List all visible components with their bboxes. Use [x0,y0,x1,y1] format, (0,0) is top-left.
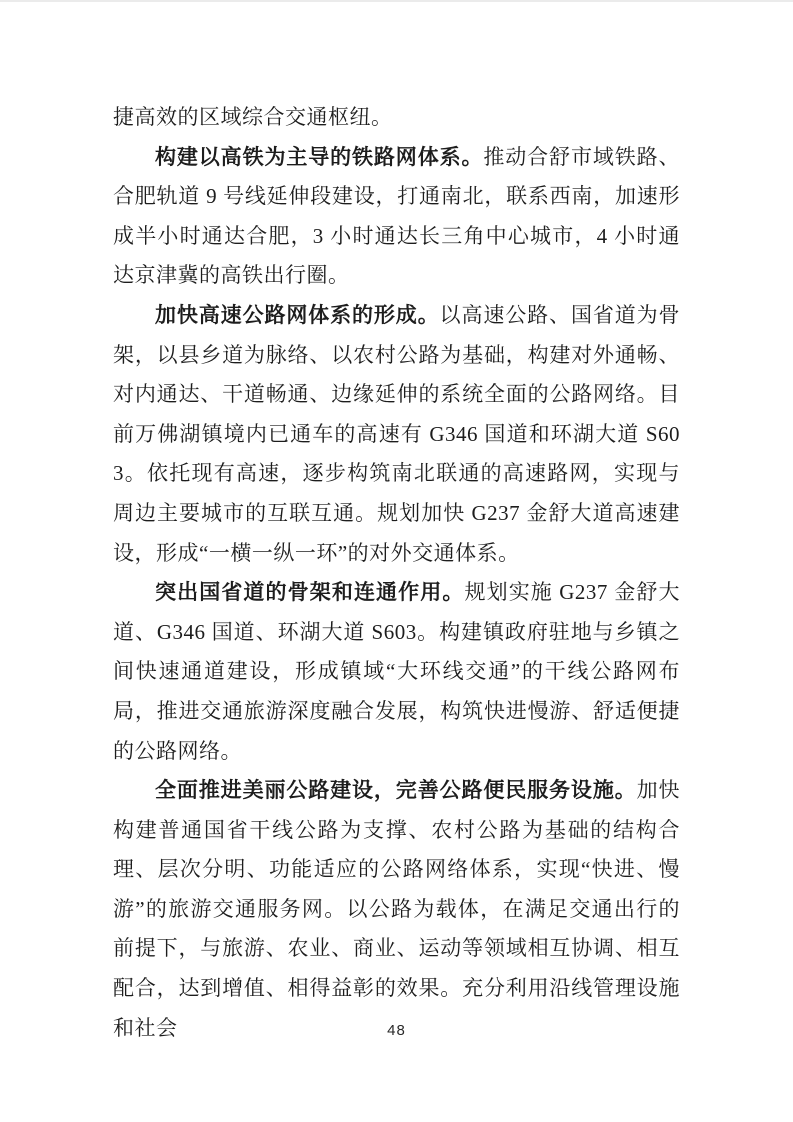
paragraph [113,98,680,138]
paragraph [113,573,680,771]
page-footer [0,1022,793,1040]
paragraph-text: 规划实施 G237 金舒大道、G346 国道、环湖大道 S603。构建镇政府驻地与乡镇之间快速通道建设，形成镇域“大环线交通”的干线公路网布局，推进交通旅游深度融合发展，构筑快进慢游、舒适便捷的公路网络。 [113,580,680,763]
scan-edge-artifact [0,0,793,2]
paragraph-lead: 加快高速公路网体系的形成。 [155,302,440,327]
paragraph [113,296,680,573]
document-body [113,98,680,1048]
paragraph [113,138,680,296]
paragraph [113,771,680,1048]
paragraph-text: 以高速公路、国省道为骨架，以县乡道为脉络、以农村公路为基础，构建对外通畅、对内通达、干道畅通、边缘延伸的系统全面的公路网络。目前万佛湖镇境内已通车的高速有 G346 国道和环湖大道 S603。依托现有高速，逐步构筑南北联通的高速路网，实现与周边主要城市的互联互通。规划加快 G237 金舒大道高速建设，形成“一横一纵一环”的对外交通体系。 [113,302,681,565]
page-number: 48 [387,1022,406,1039]
paragraph-text: 推动合舒市域铁路、合肥轨道 9 号线延伸段建设，打通南北，联系西南，加速形成半小时通达合肥，3 小时通达长三角中心城市，4 小时通达京津冀的高铁出行圈。 [113,144,681,288]
paragraph-text: 捷高效的区域综合交通枢纽。 [113,105,393,129]
paragraph-lead: 全面推进美丽公路建设，完善公路便民服务设施。 [155,778,637,803]
paragraph-lead: 构建以高铁为主导的铁路网体系。 [155,144,484,169]
paragraph-text: 加快构建普通国省干线公路为支撑、农村公路为基础的结构合理、层次分明、功能适应的公路网络体系，实现“快进、慢游”的旅游交通服务网。以公路为载体，在满足交通出行的前提下，与旅游、农业、商业、运动等领域相互协调、相互配合，达到增值、相得益彰的效果。充分利用沿线管理设施和社会 [113,778,681,1040]
paragraph-lead: 突出国省道的骨架和连通作用。 [155,580,465,605]
